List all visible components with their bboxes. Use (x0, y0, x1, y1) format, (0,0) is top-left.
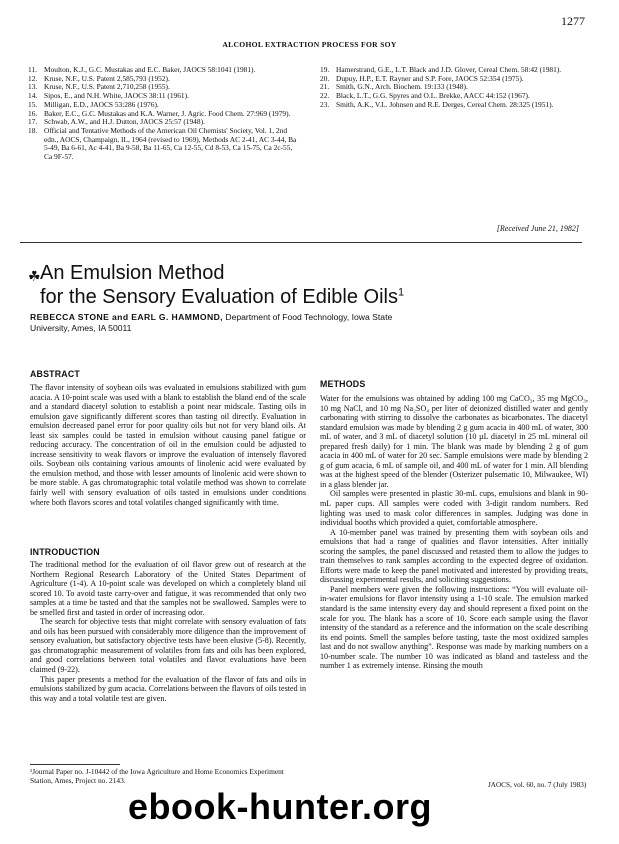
author-block (30, 312, 430, 334)
reference-item: 17. Schwab, A.W., and H.J. Dutton, JAOCS 25:57 (1948). (28, 117, 205, 127)
reference-item: 23. Smith, A.K., V.L. Johnsen and R.E. Derges, Cereal Chem. 28:325 (1951). (320, 99, 554, 109)
watermark: ebook-hunter.org (128, 786, 432, 827)
reference-item: 12. Kruse, N.F., U.S. Patent 2,585,793 (1952). (28, 73, 170, 83)
reference-item: 11. Moulton, K.J., G.C. Mustakas and E.C. Baker, JAOCS 58:1041 (1981). (28, 65, 256, 74)
running-head: ALCOHOL EXTRACTION PROCESS FOR SOY (222, 40, 397, 49)
reference-item: 14. Sipos, E., and N.H. White, JAOCS 38:11 (1961). (28, 91, 189, 101)
reference-item: 16. Baker, E.C., G.C. Mustakas and K.A. Warner, J. Agric. Food Chem. 27:969 (1979). (28, 108, 291, 118)
received-date: [Received June 21, 1982] (496, 224, 579, 233)
references-right (320, 66, 582, 110)
reference-item: 13. Kruse, N.F., U.S. Patent 2,710,258 (1955). (28, 82, 170, 92)
references-left (28, 66, 300, 162)
author-names: REBECCA STONE and EARL G. HAMMOND, (30, 312, 223, 322)
reference-item: 20. Dupuy, H.P., E.T. Rayner and S.P. Fore, JAOCS 52:354 (1975). (320, 73, 524, 83)
page-number: 1277 (561, 14, 585, 28)
abstract-body: The flavor intensity of soybean oils was evaluated in emulsions stabilized with gum acacia. A 10-point scale was used with a blank to establish the bland end of the scale and a standard diacetyl solution to establish a point near midscale. Tasting oils in emulsion gave significantly different scores than tasting oil directly. Evaluation in emulsion decreased panel error for poor quality oils but not for very bland oils. At least six samples could be tasted in emulsion without causing panel fatigue or reducing accuracy. The concentration of oil in the emulsion could be adjusted to increase sensitivity to weak flavors or improve the evaluation of intensely flavored oils. Soybean oils containing various amounts of linolenic acid were evaluated by the emulsion method, and those with lesser amounts of linolenic acid were shown to be more stable. A gas chromatographic total volatile method was shown to correlate fairly well with sensory evaluation of oils tasted in emulsions under conditions where both flavors scores and total volatiles changed significantly with time. (30, 383, 306, 507)
reference-item: 18. Official and Tentative Methods of the American Oil Chemists' Society, Vol. 1, 2nd edn., AOCS, Champaign, IL, 1964 (revised to 1969), Methods AC 2-41, AC 3-44, Ba 5-49, Ba 6-61, Ac 4-41, Ba 9-58, Ba 11-65, Ca 12-55, Cd 8-53, Ca 15-75, Ca 2c-55, Ca 9F-57. (28, 125, 297, 162)
abstract-heading: ABSTRACT (30, 369, 80, 379)
affiliation: Department of Food Technology, Iowa State University, Ames, IA 50011 (30, 312, 393, 333)
article-title-line2: for the Sensory Evaluation of Edible Oils$^1$ (40, 286, 405, 308)
methods-heading: METHODS (320, 379, 366, 389)
footnote: ¹Journal Paper no. J-10442 of the Iowa Agriculture and Home Economics Experiment Station, Ames, Project no. 2143. (30, 767, 284, 785)
reference-item: 19. Hamerstrand, G.E., L.T. Black and J.D. Glover, Cereal Chem. 58:42 (1981). (320, 65, 562, 74)
reference-item: 21. Smith, G.N., Arch. Biochem. 19:133 (1948). (320, 82, 468, 92)
reference-item: 22. Black, L.T., G.G. Spyres and O.L. Brekke, AACC 44:152 (1967). (320, 91, 530, 101)
journal-citation: JAOCS, vol. 60, no. 7 (July 1983) (488, 781, 587, 789)
section-divider (20, 242, 582, 243)
introduction-body: The traditional method for the evaluation of oil flavor grew out of research at the Northern Regional Research Laboratory of the United States Department of Agriculture (1-4). A 10-point scale was developed on which a completely bland oil scored 10. To avoid taste carry-over and fatigue, it was recommended that only two samples at a time be tasted and that the samples not be swallowed. Samples were to be smelled first and tasted in order of increasing odor. The search for objective tests that might correlate with sensory evaluation of fats and oils has been pursued with considerably more diligence than the improvement of sensory evaluation, but satisfactory objective tests have been elusive (5-8). Recently, gas chromatographic measurement of volatiles from fats and oils has been explored, and good correlations between total volatiles and flavor evaluations have been claimed (9-22). This paper presents a method for the evaluation of the flavor of fats and oils in emulsions stabilized by gum acacia. Correlations between the flavors of oils tested in this way and a total volatile test are given. (30, 560, 306, 703)
article-title-line1: An Emulsion Method (40, 262, 225, 284)
methods-body: Water for the emulsions was obtained by adding 100 mg CaCO₃, 35 mg MgCO₃, 10 mg NaCl, and 10 mg Na₂SO₄ per liter of deionized distilled water and gently carbonating with stirring to dissolve the carbonates as bicarbonates. The diacetyl standard emulsion was made by blending 2 g gum acacia in 400 mL of water, 300 mL of water, and 3 mL of diacetyl solution (10 µL diacetyl in 25 mL mineral oil prepared fresh daily) for 1 min. The blank was made by blending 2 g of gum acacia in 400 mL of water for 20 sec. Sample emulsions were made by blending 2 g of gum acacia, 6 mL of sample oil, and 400 mL of water for 1 min. All blending was at the highest speed of the blender (Osterizer pulsematic 10, Milwaukee, WI) in a glass blender jar. Oil samples were presented in plastic 30-mL cups, emulsions and blank in 90-mL paper cups. All samples were coded with 3-digit random numbers. Red lighting was used to mask color differences in samples. Judging was done in individual booths which provided a quiet, comfortable atmosphere. A 10-member panel was trained by presenting them with soybean oils and emulsions that had a range of qualities and flavor intensities. After initially scoring the samples, the panel discussed and retasted them to allow the judges to train themselves to rank samples according to the expected degree of oxidation. Efforts were made to keep the panel motivated and interested by providing treats, discussing experimental results, and soliciting suggestions. Panel members were given the following instructions: “You will evaluate oil-in-water emulsions for flavor intensity using a 1-10 scale. The emulsion marked standard is the same intensity every day and should represent a fixed point on the scale for you. The blank has a score of 10. Score each sample using the flavor intensity of the standard as a reference and the information on the scale describing its end points. Smell the samples before tasting, taste the most oxidized samples last and do not swallow anything”. Response was made by marking numbers on a 10-number scale. The number 10 was indicated as bland and tasteless and the number 1 as extremely intense. Rinsing the mouth (320, 394, 588, 671)
journal-logo-icon: ☘ (28, 268, 41, 284)
footnote-rule (30, 764, 120, 765)
introduction-heading: INTRODUCTION (30, 547, 100, 557)
reference-item: 15. Milligan, E.D., JAOCS 53:286 (1976). (28, 99, 159, 109)
